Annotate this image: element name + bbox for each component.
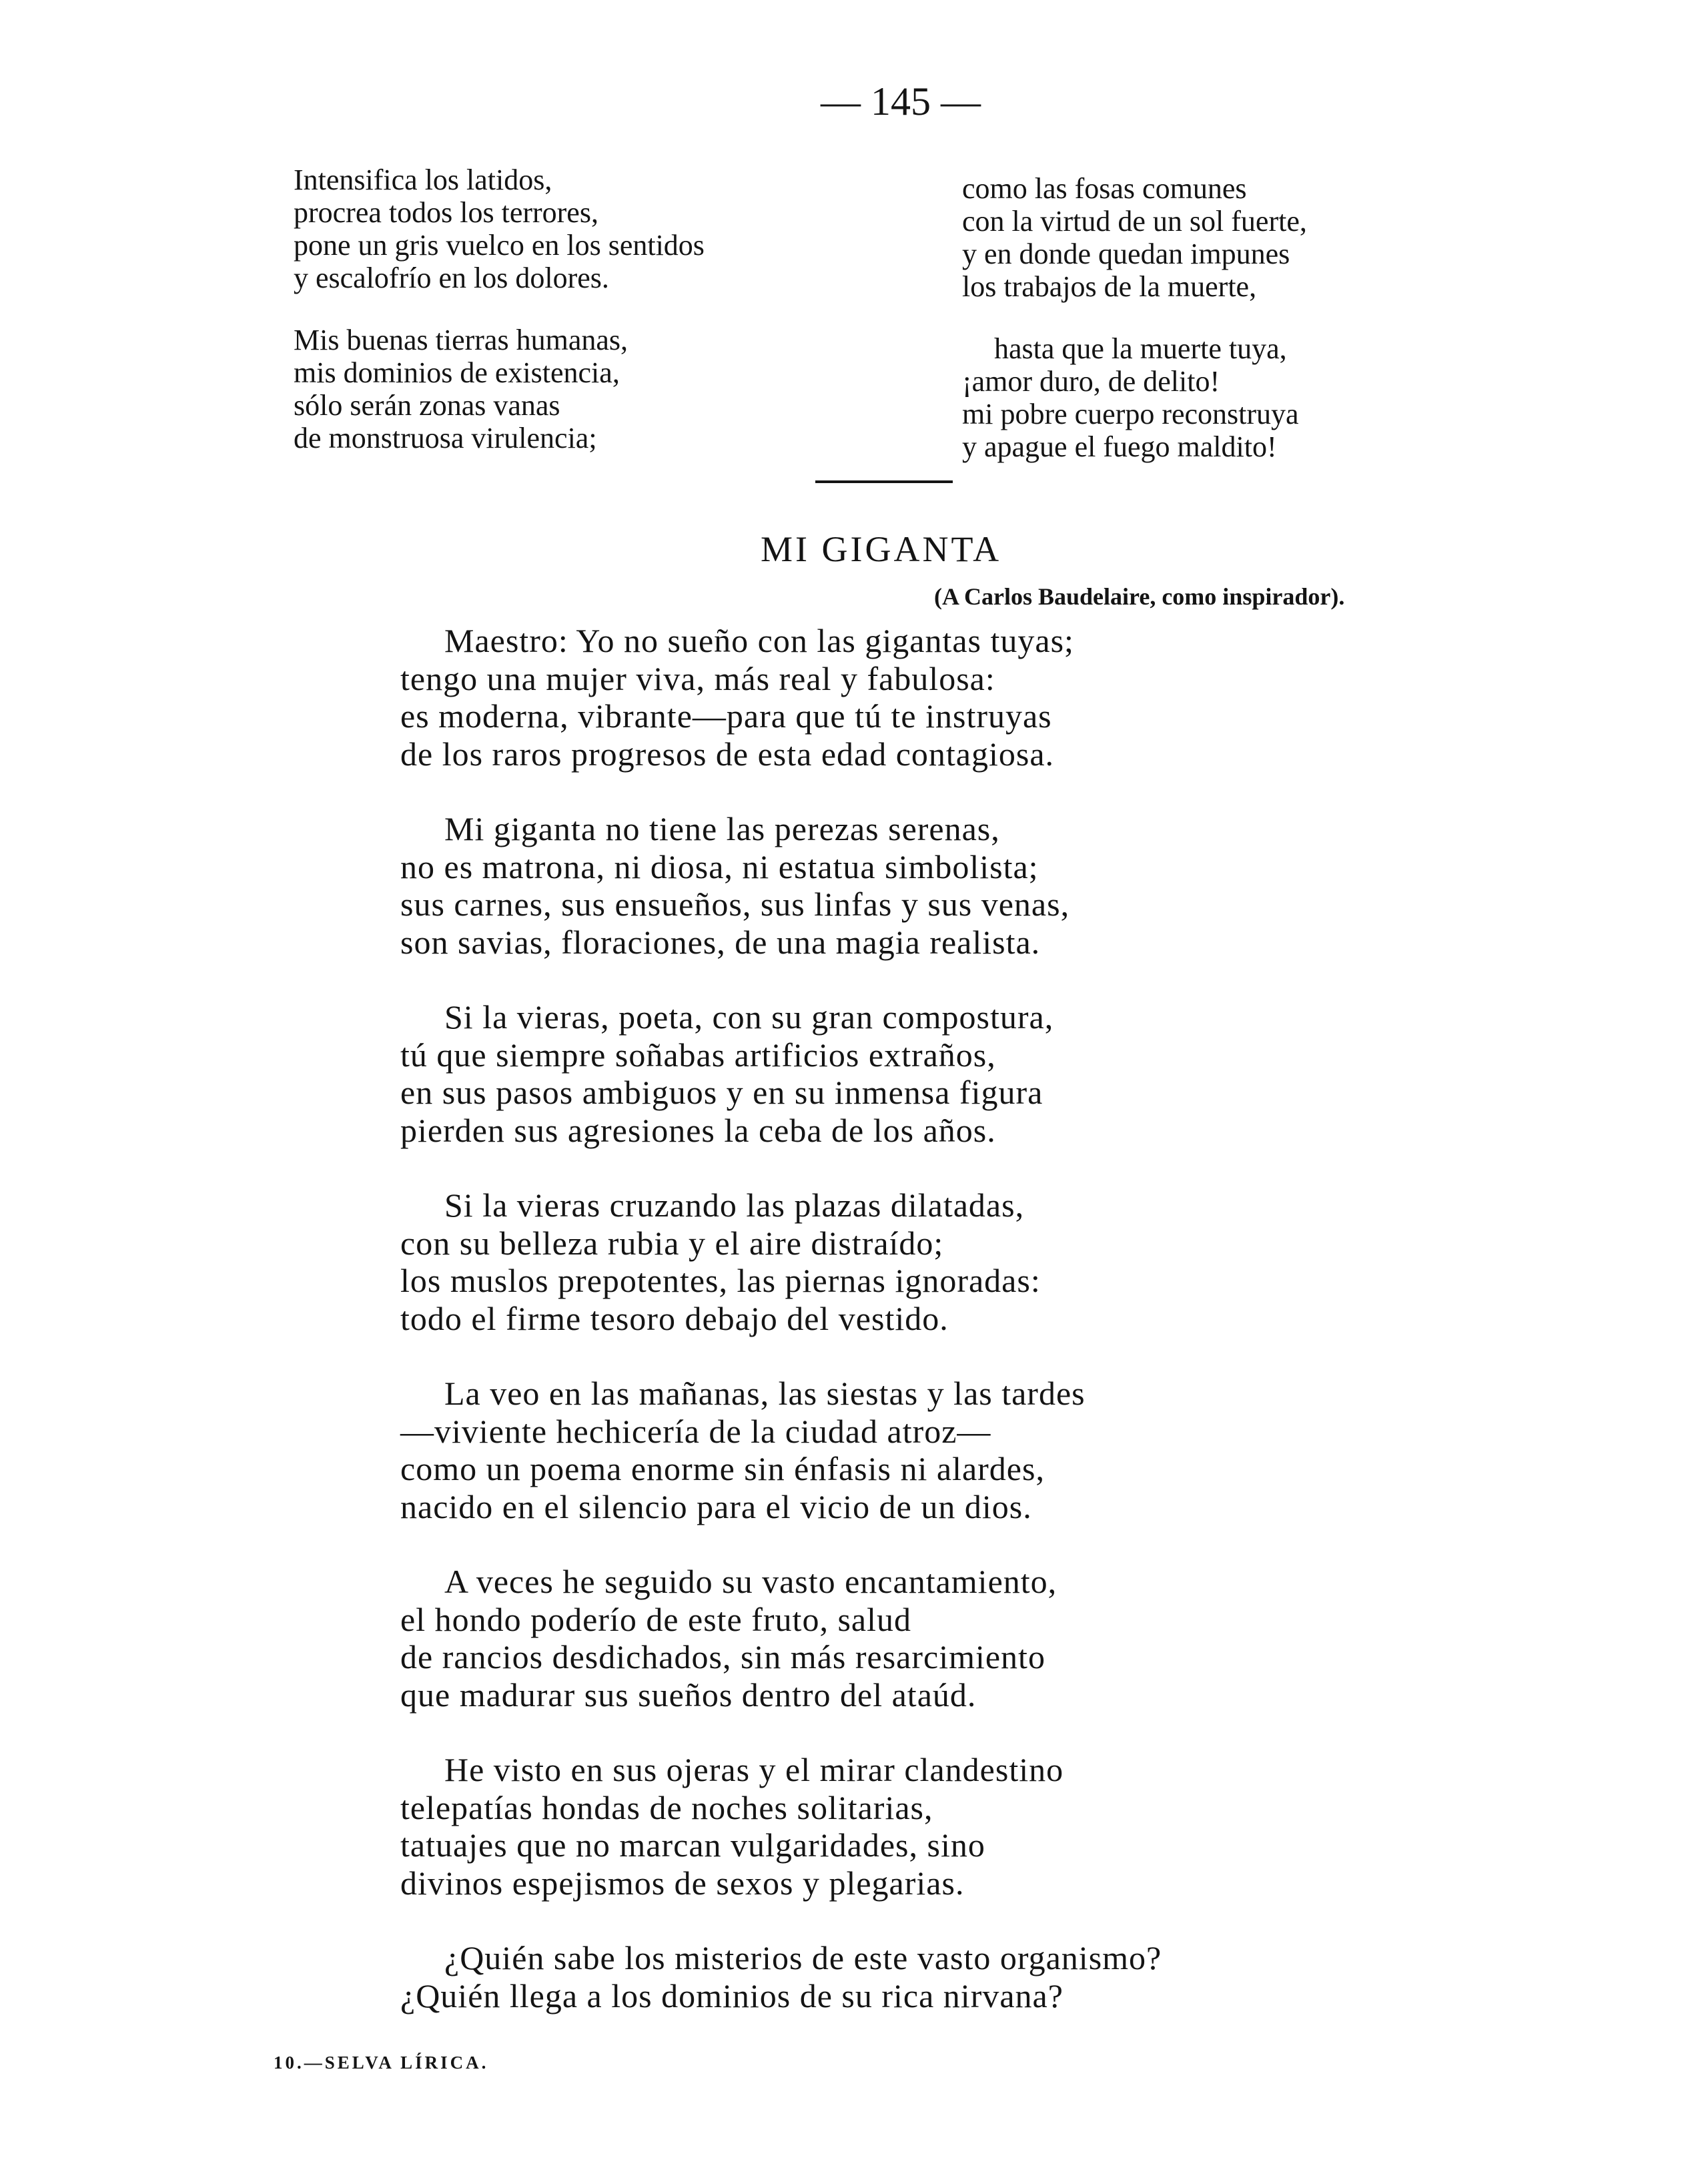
verse-line: Intensifica los latidos, — [294, 163, 552, 196]
stanza — [400, 810, 1162, 961]
page-number: — 145 — — [821, 79, 981, 123]
verse-line: es moderna, vibrante—para que tú te instruyas — [400, 697, 1052, 735]
stanza — [400, 622, 1162, 773]
verse-line: y en donde quedan impunes — [962, 238, 1290, 270]
stanza — [400, 1375, 1162, 1525]
stanza — [294, 163, 705, 294]
poem-body — [400, 622, 1162, 2052]
stanza — [962, 332, 1307, 463]
verse-line: y escalofrío en los dolores. — [294, 262, 609, 294]
signature-footer: 10.—SELVA LÍRICA. — [274, 2053, 489, 2073]
verse-line: con la virtud de un sol fuerte, — [962, 205, 1307, 238]
verse-line: telepatías hondas de noches solitarias, — [400, 1788, 933, 1826]
section-divider — [815, 480, 953, 483]
verse-line: ¿Quién sabe los misterios de este vasto organismo? — [444, 1939, 1162, 1976]
verse-line: —viviente hechicería de la ciudad atroz— — [400, 1412, 991, 1450]
verse-line: los trabajos de la muerte, — [962, 270, 1257, 303]
verse-line: mis dominios de existencia, — [294, 356, 620, 389]
verse-line: no es matrona, ni diosa, ni estatua simbolista; — [400, 847, 1039, 885]
verse-line: Mis buenas tierras humanas, — [294, 324, 628, 356]
verse-line: Si la vieras, poeta, con su gran compostura, — [444, 998, 1054, 1036]
verse-line: con su belleza rubia y el aire distraído; — [400, 1224, 944, 1262]
verse-line: A veces he seguido su vasto encantamiento, — [444, 1563, 1057, 1600]
verse-line: La veo en las mañanas, las siestas y las tardes — [444, 1375, 1086, 1412]
stanza — [400, 1563, 1162, 1714]
verse-line: ¡amor duro, de delito! — [962, 365, 1220, 398]
verse-line: y apague el fuego maldito! — [962, 430, 1277, 463]
verse-line: ¿Quién llega a los dominios de su rica nirvana? — [400, 1976, 1064, 2015]
verse-line: como un poema enorme sin énfasis ni alardes, — [400, 1450, 1045, 1487]
verse-line: como las fosas comunes — [962, 172, 1247, 205]
verse-line: pone un gris vuelco en los sentidos — [294, 229, 705, 262]
verse-line: Si la vieras cruzando las plazas dilatadas, — [444, 1186, 1025, 1224]
verse-line: divinos espejismos de sexos y plegarias. — [400, 1864, 965, 1902]
stanza — [294, 324, 705, 454]
verse-line: de rancios desdichados, sin más resarcimiento — [400, 1638, 1045, 1676]
verse-line: todo el firme tesoro debajo del vestido. — [400, 1299, 949, 1337]
verse-line: nacido en el silencio para el vicio de un dios. — [400, 1487, 1032, 1525]
poem-title: MI GIGANTA — [761, 529, 1002, 569]
verse-line: hasta que la muerte tuya, — [994, 332, 1287, 365]
top-left-column — [294, 163, 705, 484]
verse-line: tú que siempre soñabas artificios extraños, — [400, 1036, 996, 1074]
verse-line: los muslos prepotentes, las piernas ignoradas: — [400, 1262, 1041, 1299]
verse-line: de los raros progresos de esta edad contagiosa. — [400, 735, 1055, 773]
verse-line: He visto en sus ojeras y el mirar clandestino — [444, 1751, 1064, 1788]
verse-line: Mi giganta no tiene las perezas serenas, — [444, 810, 1000, 847]
stanza — [962, 172, 1307, 303]
verse-line: son savias, floraciones, de una magia realista. — [400, 923, 1041, 961]
verse-line: pierden sus agresiones la ceba de los años. — [400, 1111, 996, 1149]
top-right-column — [962, 172, 1307, 492]
poem-dedication: (A Carlos Baudelaire, como inspirador). — [934, 583, 1345, 610]
verse-line: mi pobre cuerpo reconstruya — [962, 398, 1299, 430]
verse-line: que madurar sus sueños dentro del ataúd. — [400, 1676, 977, 1714]
verse-line: sus carnes, sus ensueños, sus linfas y sus venas, — [400, 885, 1070, 923]
stanza — [400, 1939, 1162, 2015]
verse-line: Maestro: Yo no sueño con las gigantas tuyas; — [444, 622, 1074, 659]
stanza — [400, 1186, 1162, 1337]
verse-line: sólo serán zonas vanas — [294, 389, 560, 422]
verse-line: procrea todos los terrores, — [294, 196, 598, 229]
verse-line: tatuajes que no marcan vulgaridades, sino — [400, 1826, 985, 1864]
stanza — [400, 998, 1162, 1149]
verse-line: en sus pasos ambiguos y en su inmensa figura — [400, 1074, 1043, 1111]
stanza — [400, 1751, 1162, 1902]
verse-line: el hondo poderío de este fruto, salud — [400, 1600, 911, 1638]
verse-line: tengo una mujer viva, más real y fabulosa: — [400, 659, 995, 697]
verse-line: de monstruosa virulencia; — [294, 422, 597, 454]
